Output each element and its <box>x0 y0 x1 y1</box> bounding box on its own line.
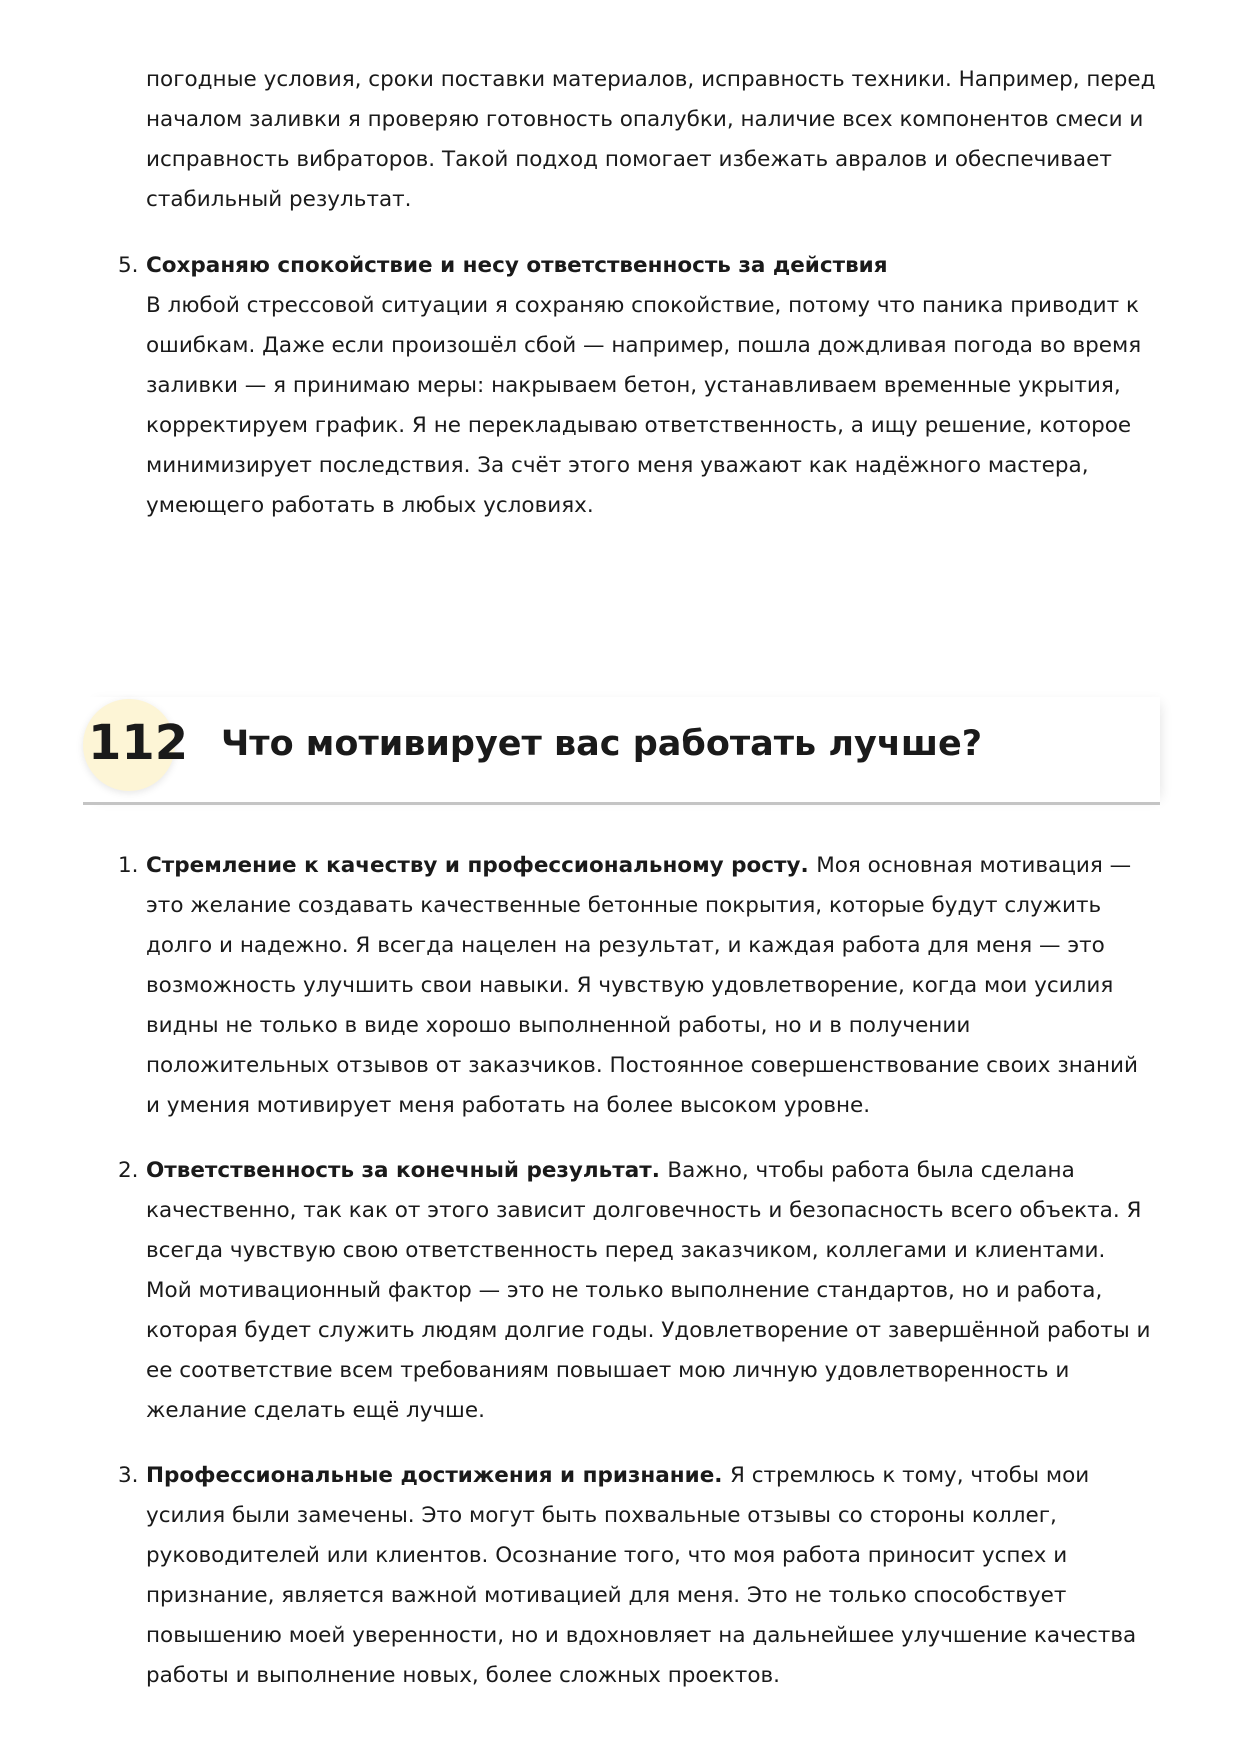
list-item-title: Стремление к качеству и профессиональному росту. <box>146 853 817 878</box>
list-item-title: Сохраняю спокойствие и несу ответственность за действия <box>146 253 888 278</box>
list-item <box>118 1151 1156 1431</box>
list-item-5 <box>118 246 1156 526</box>
section-header <box>83 697 1160 805</box>
list-item <box>118 1456 1156 1696</box>
answer-list <box>118 846 1156 1721</box>
list-item-title: Профессиональные достижения и признание. <box>146 1463 730 1488</box>
previous-item-continuation <box>146 60 1156 220</box>
list-number: 1. <box>118 853 139 878</box>
list-item <box>118 846 1156 1126</box>
question-number: 112 <box>88 715 189 771</box>
list-item-title: Ответственность за конечный результат. <box>146 1158 668 1183</box>
list-number: 3. <box>118 1463 139 1488</box>
list-number: 5. <box>118 253 139 278</box>
continuation-text: погодные условия, сроки поставки материалов, исправность техники. Например, перед началом заливки я проверяю готовность опалубки, наличие всех компонентов смеси и исправность вибраторов. Такой подход помогает избежать авралов и обеспечивает стабильный результат. <box>146 67 1156 212</box>
list-item-text: Я стремлюсь к тому, чтобы мои усилия были замечены. Это могут быть похвальные отзывы со стороны коллег, руководителей или клиентов. Осознание того, что моя работа приносит успех и признание, является важной мотивацией для меня. Это не только способствует повышению моей уверенности, но и вдохновляет на дальнейшее улучшение качества работы и выполнение новых, более сложных проектов. <box>146 1463 1137 1688</box>
list-item-text: В любой стрессовой ситуации я сохраняю спокойствие, потому что паника приводит к ошибкам. Даже если произошёл сбой — например, пошла дождливая погода во время заливки — я принимаю меры: накрываем бетон, устанавливаем временные укрытия, корректируем график. Я не перекладываю ответственность, а ищу решение, которое минимизирует последствия. За счёт этого меня уважают как надёжного мастера, умеющего работать в любых условиях. <box>146 293 1142 518</box>
list-item-text: Моя основная мотивация — это желание создавать качественные бетонные покрытия, которые будут служить долго и надежно. Я всегда нацелен на результат, и каждая работа для меня — это возможность улучшить свои навыки. Я чувствую удовлетворение, когда мои усилия видны не только в виде хорошо выполненной работы, но и в получении положительных отзывов от заказчиков. Постоянное совершенствование своих знаний и умения мотивирует меня работать на более высоком уровне. <box>146 853 1139 1118</box>
list-item-text: Важно, чтобы работа была сделана качественно, так как от этого зависит долговечность и безопасность всего объекта. Я всегда чувствую свою ответственность перед заказчиком, коллегами и клиентами. Мой мотивационный фактор — это не только выполнение стандартов, но и работа, которая будет служить людям долгие годы. Удовлетворение от завершённой работы и ее соответствие всем требованиям повышает мою личную удовлетворенность и желание сделать ещё лучше. <box>146 1158 1151 1423</box>
list-number: 2. <box>118 1158 139 1183</box>
section-title: Что мотивирует вас работать лучше? <box>221 724 983 764</box>
